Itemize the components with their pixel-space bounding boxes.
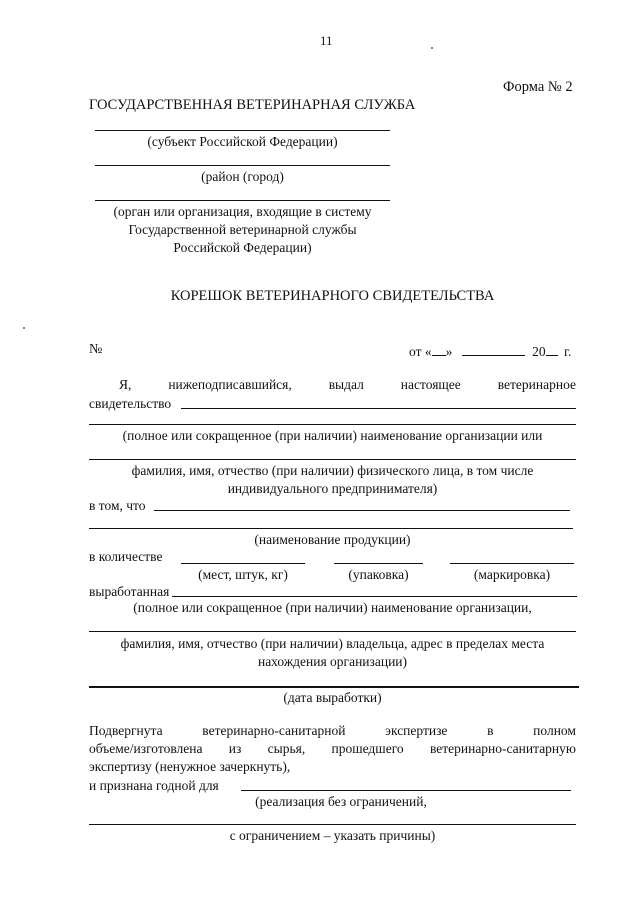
produced-label: выработанная — [89, 584, 170, 599]
exam-word: сырья, — [267, 741, 306, 756]
caption-sale: (реализация без ограничений, — [255, 794, 427, 809]
owner-line — [89, 631, 576, 632]
caption-units: (мест, штук, кг) — [198, 567, 288, 582]
caption-person-1: фамилия, имя, отчество (при наличии) физического лица, в том числе — [131, 463, 534, 478]
year-blank — [546, 343, 558, 356]
exam-word: прошедшего — [331, 741, 404, 756]
caption-subject: (субъект Российской Федерации) — [147, 134, 338, 149]
form-label: Форма № 2 — [503, 79, 573, 95]
scan-speck — [23, 327, 25, 329]
exam-word: полном — [533, 723, 576, 738]
certificate-blank — [181, 408, 576, 409]
exam-word: объеме/изготовлена — [89, 741, 203, 756]
fit-blank — [241, 790, 571, 791]
exam-word: ветеринарно-санитарную — [429, 741, 576, 756]
exam-line-2 — [89, 742, 576, 756]
org-line — [95, 200, 390, 201]
subject-line — [95, 130, 390, 131]
exam-word: экспертизе — [385, 723, 448, 738]
district-line — [95, 165, 390, 166]
caption-owner-2: нахождения организации) — [257, 654, 408, 669]
date-year-suffix: г. — [563, 344, 572, 359]
issued-line — [89, 378, 576, 392]
exam-word: Подвергнута — [89, 723, 163, 738]
caption-org-3: Российской Федерации) — [173, 240, 312, 255]
issued-word: нижеподписавшийся, — [168, 377, 292, 392]
product-line — [89, 528, 573, 529]
date-quote: » — [445, 344, 453, 359]
units-blank — [181, 563, 305, 564]
issued-word: Я, — [119, 377, 132, 392]
caption-package: (упаковка) — [348, 567, 409, 582]
org-name-line — [89, 424, 576, 425]
service-title: ГОСУДАРСТВЕННАЯ ВЕТЕРИНАРНАЯ СЛУЖБА — [89, 97, 416, 113]
page-number: 11 — [320, 33, 333, 48]
caption-marking: (маркировка) — [473, 567, 551, 582]
restriction-line — [89, 824, 576, 825]
issued-word: настоящее — [400, 377, 461, 392]
date-field — [409, 343, 571, 359]
in-that-blank — [154, 510, 570, 511]
fit-label: и признана годной для — [89, 778, 219, 793]
issued-word: ветеринарное — [497, 377, 576, 392]
caption-org-name: (полное или сокращенное (при наличии) наименование организации или — [122, 428, 543, 443]
exam-word: ветеринарно-санитарной — [202, 723, 346, 738]
marking-blank — [450, 563, 574, 564]
caption-owner-1: фамилия, имя, отчество (при наличии) владельца, адрес в пределах места — [120, 636, 545, 651]
quantity-label: в количестве — [89, 549, 163, 564]
exam-word: из — [228, 741, 242, 756]
exam-line-1 — [89, 724, 576, 738]
scan-speck — [431, 47, 433, 49]
caption-person-2: индивидуального предпринимателя) — [227, 481, 438, 496]
issued-word: выдал — [328, 377, 364, 392]
day-blank — [432, 343, 446, 356]
in-that-label: в том, что — [89, 498, 146, 513]
document-title: КОРЕШОК ВЕТЕРИНАРНОГО СВИДЕТЕЛЬСТВА — [170, 288, 495, 304]
caption-org-2: Государственной ветеринарной службы — [128, 222, 357, 237]
exam-line-3: экспертизу (ненужное зачеркнуть), — [89, 759, 291, 774]
prod-date-line — [89, 686, 579, 688]
caption-restriction: с ограничением – указать причины) — [229, 828, 436, 843]
date-year: 20 — [532, 344, 546, 359]
person-line — [89, 459, 576, 460]
month-blank — [462, 343, 525, 356]
caption-prod-date: (дата выработки) — [283, 690, 382, 705]
caption-product: (наименование продукции) — [254, 532, 411, 547]
produced-blank — [172, 596, 577, 597]
certificate-word: свидетельство — [89, 396, 172, 411]
package-blank — [334, 563, 423, 564]
number-label: № — [89, 342, 103, 357]
date-from-label: от « — [409, 344, 432, 359]
caption-producer: (полное или сокращенное (при наличии) наименование организации, — [133, 600, 532, 615]
caption-org-1: (орган или организация, входящие в систему — [113, 204, 372, 219]
exam-word: в — [487, 723, 494, 738]
caption-district: (район (город) — [201, 169, 284, 184]
